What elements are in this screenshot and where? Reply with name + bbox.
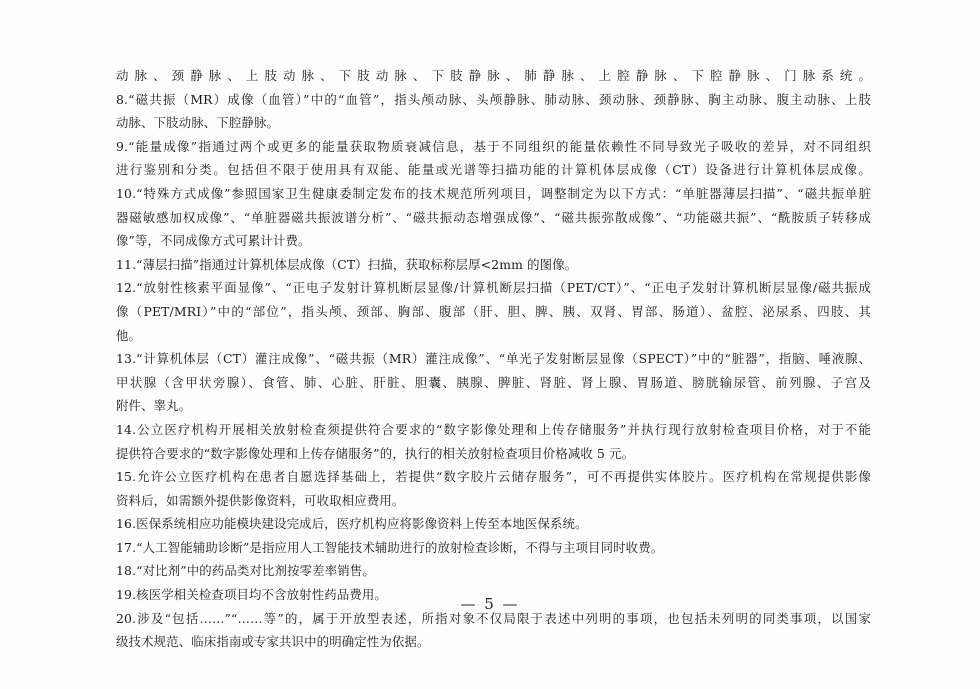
text-line: 18.“对比剂”中的药品类对比剂按零差率销售。	[116, 563, 375, 579]
text-line: 像”等，不同成像方式可累计计费。	[116, 233, 311, 249]
page-number: — 5 —	[460, 595, 520, 613]
text-line: 16.医保系统相应功能模块建设完成后，医疗机构应将影像资料上传至本地医保系统。	[116, 516, 588, 532]
text-line: 进行鉴别和分类。包括但不限于使用具有双能、能量或光谱等扫描功能的计算机体层成像（CT）设备进行计算机体层成像。	[116, 162, 871, 178]
text-line: 像（PET/MRI）”中的“部位”，指头颅、颈部、胸部、腹部（肝、胆、脾、胰、双肾、胃部、肠道）、盆腔、泌尿系、四肢、其	[116, 303, 871, 319]
text-line: 提供符合要求的“数字影像处理和上传存储服务”的，执行的相关放射检查项目价格减收 5 元。	[116, 445, 635, 461]
text-line: 10.“特殊方式成像”参照国家卫生健康委制定发布的技术规范所列项目，调整制定为以下方式：“单脏器薄层扫描”、“磁共振单脏	[116, 185, 871, 201]
text-line: 11.“薄层扫描”指通过计算机体层成像（CT）扫描，获取标称层厚<2mm 的图像。	[116, 256, 578, 272]
text-line: 甲状腺（含甲状旁腺）、食管、肺、心脏、肝脏、胆囊、胰腺、脾脏、肾脏、肾上腺、胃肠道、膀胱输尿管、前列腺、子宫及	[116, 374, 871, 390]
text-line: 14.公立医疗机构开展相关放射检查须提供符合要求的“数字影像处理和上传存储服务”并执行现行放射检查项目价格，对于不能	[116, 421, 871, 437]
text-line: 19.核医学相关检查项目均不含放射性药品费用。	[116, 587, 387, 603]
text-line: 器磁敏感加权成像”、“单脏器磁共振波谱分析”、“磁共振动态增强成像”、“磁共振弥散成像”、“功能磁共振”、“酰胺质子转移成	[116, 209, 871, 225]
text-line: 动脉、颈静脉、上肢动脉、下肢动脉、下肢静脉、肺静脉、上腔静脉、下腔静脉、门脉系统。	[116, 68, 871, 83]
text-line: 12.“放射性核素平面显像”、“正电子发射计算机断层显像/计算机断层扫描（PET/CT）”、“正电子发射计算机断层显像/磁共振成	[116, 280, 871, 296]
text-line: 资料后，如需额外提供影像资料，可收取相应费用。	[116, 492, 405, 508]
text-line: 他。	[116, 327, 142, 343]
text-line: 20.涉及“包括……”“……等”的，属于开放型表述，所指对象不仅局限于表述中列明的事项，也包括未列明的同类事项，以国家	[116, 610, 871, 626]
text-line: 级技术规范、临床指南或专家共识中的明确定性为依据。	[116, 634, 430, 650]
text-line: 17.“人工智能辅助诊断”是指应用人工智能技术辅助进行的放射检查诊断，不得与主项目同时收费。	[116, 539, 664, 555]
document-body	[116, 64, 871, 654]
text-line: 15.允许公立医疗机构在患者自愿选择基础上，若提供“数字胶片云储存服务”，可不再提供实体胶片。医疗机构在常规提供影像	[116, 469, 871, 485]
text-line: 附件、睾丸。	[116, 398, 192, 414]
text-line: 动脉、下肢动脉、下腔静脉。	[116, 115, 280, 131]
text-line: 8.“磁共振（MR）成像（血管）”中的“血管”，指头颅动脉、头颅静脉、肺动脉、颈动脉、颈静脉、胸主动脉、腹主动脉、上肢	[116, 91, 871, 107]
text-line: 13.“计算机体层（CT）灌注成像”、“磁共振（MR）灌注成像”、“单光子发射断层显像（SPECT）”中的“脏器”，指脑、唾液腺、	[116, 351, 871, 367]
text-line: 9.“能量成像”指通过两个或更多的能量获取物质衰减信息，基于不同组织的能量依赖性不同导致光子吸收的差异，对不同组织	[116, 138, 871, 154]
